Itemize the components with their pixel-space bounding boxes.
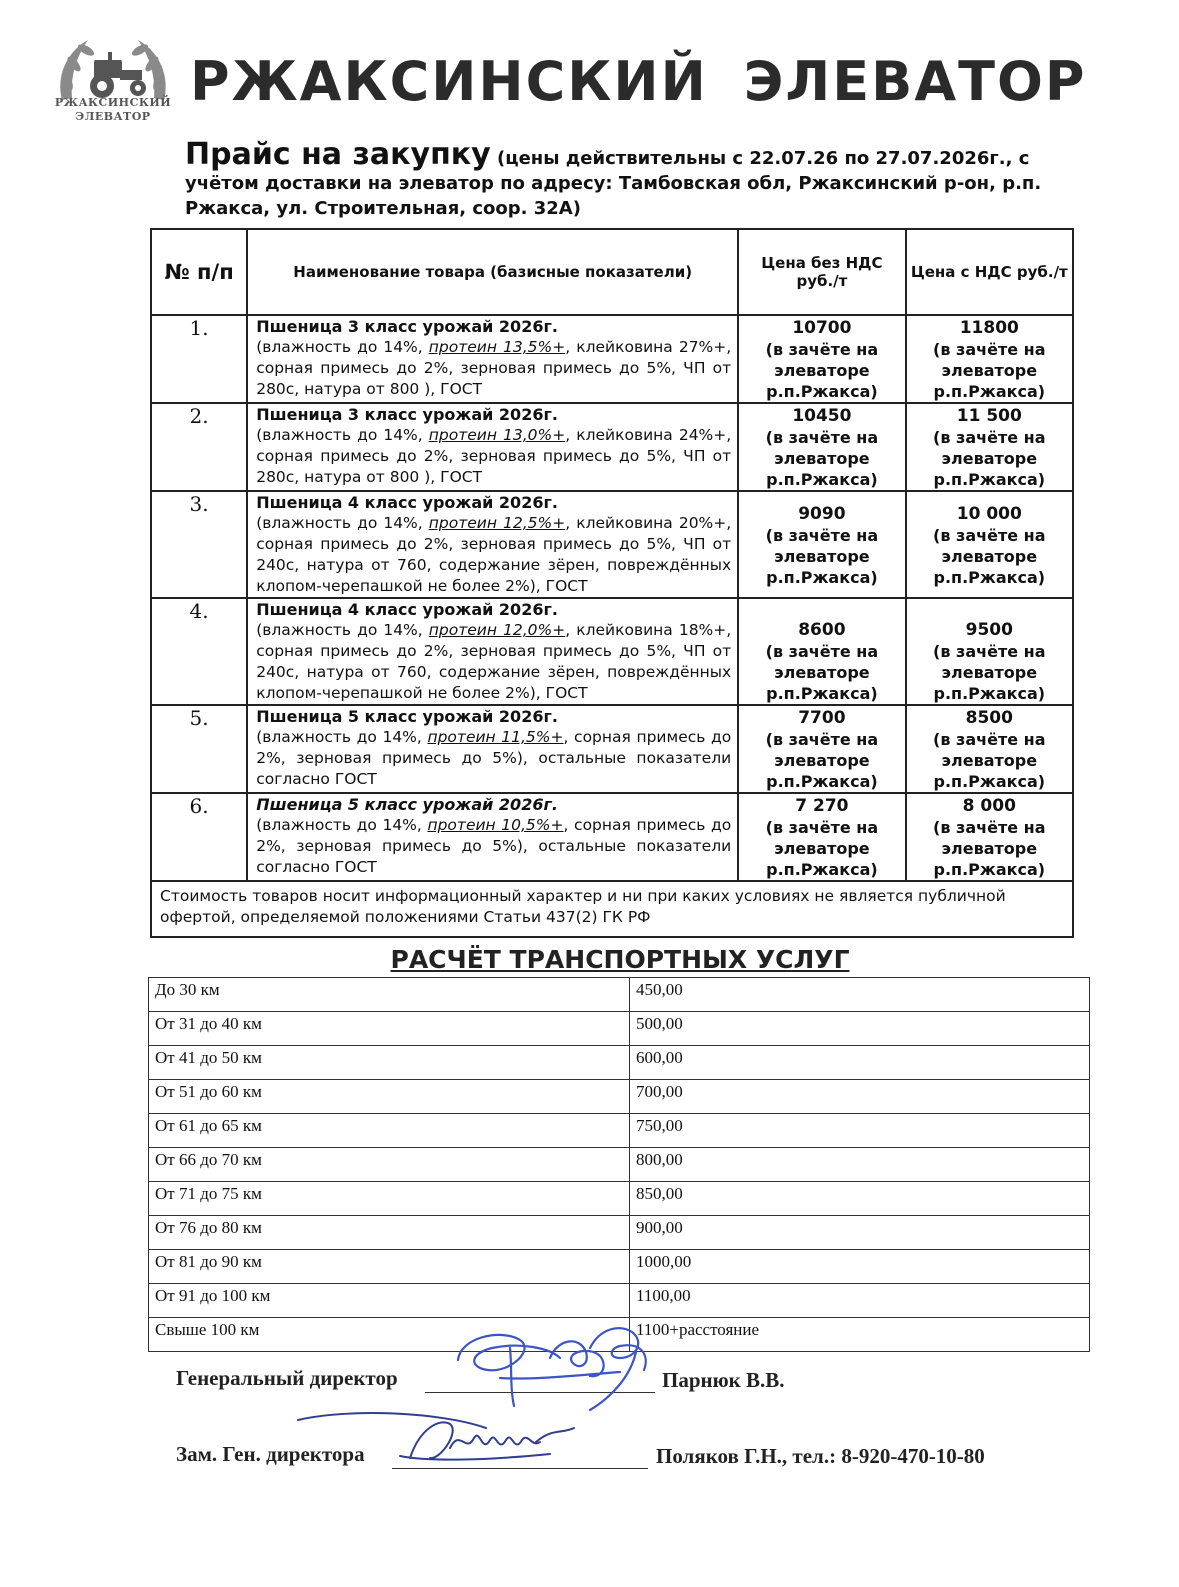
row-price-vat xyxy=(906,403,1073,491)
price-vat-value: 11800 xyxy=(959,318,1019,338)
row-price-vat xyxy=(906,793,1073,881)
table-row xyxy=(151,403,1073,491)
row-spec-post: , сорная примесь до 2%, зерновая примесь до 5%), остальные показатели согласно ГОСТ xyxy=(256,816,732,876)
price-terms: (в зачёте на элеваторе р.п.Ржакса) xyxy=(933,642,1046,703)
distance-range: От 41 до 50 км xyxy=(149,1046,630,1080)
row-price-vat xyxy=(906,315,1073,403)
price-table xyxy=(150,228,1074,938)
table-row xyxy=(149,1012,1090,1046)
price-validity: (цены действительны с 22.07.26 по 27.07.2026г., с учётом доставки на элеватор по адресу: Тамбовская обл, Ржаксинский р-он, р.п. Ржакса, ул. Строительная, соор. 32А) xyxy=(185,148,1042,219)
transport-price: 1000,00 xyxy=(630,1250,1090,1284)
transport-price: 700,00 xyxy=(630,1080,1090,1114)
price-no-vat-value: 10700 xyxy=(792,318,852,338)
row-description xyxy=(247,403,738,491)
transport-price: 1100,00 xyxy=(630,1284,1090,1318)
row-title: Пшеница 3 класс урожай 2026г. xyxy=(256,317,558,336)
note-row xyxy=(151,881,1073,937)
row-spec-pre: (влажность до 14%, xyxy=(256,514,429,532)
price-vat-value: 11 500 xyxy=(956,406,1022,426)
transport-price: 1100+расстояние xyxy=(630,1318,1090,1352)
distance-range: От 76 до 80 км xyxy=(149,1216,630,1250)
row-price-no-vat xyxy=(738,491,905,598)
distance-range: От 61 до 65 км xyxy=(149,1114,630,1148)
row-title: Пшеница 4 класс урожай 2026г. xyxy=(256,600,558,619)
header-name: Наименование товара (базисные показатели) xyxy=(247,229,738,315)
logo-caption-line1: РЖАКСИНСКИЙ xyxy=(54,96,172,109)
brand-word-2: ЭЛЕВАТОР xyxy=(743,50,1087,113)
row-protein: протеин 10,5%+ xyxy=(427,816,564,834)
transport-price: 800,00 xyxy=(630,1148,1090,1182)
price-vat-value: 8500 xyxy=(965,708,1013,728)
row-title: Пшеница 5 класс урожай 2026г. xyxy=(256,707,558,726)
transport-title: РАСЧЁТ ТРАНСПОРТНЫХ УСЛУГ xyxy=(390,945,850,974)
row-spec-post: , сорная примесь до 2%, зерновая примесь до 5%), остальные показатели согласно ГОСТ xyxy=(256,728,732,788)
row-title: Пшеница 4 класс урожай 2026г. xyxy=(256,493,558,512)
table-row xyxy=(149,1080,1090,1114)
row-description xyxy=(247,491,738,598)
deputy-name: Поляков Г.Н., тел.: 8-920-470-10-80 xyxy=(656,1444,985,1468)
table-row xyxy=(149,978,1090,1012)
price-intro xyxy=(185,137,1065,221)
distance-range: От 51 до 60 км xyxy=(149,1080,630,1114)
row-num: 6. xyxy=(151,793,247,881)
deputy-title: Зам. Ген. директора xyxy=(176,1442,365,1466)
price-terms: (в зачёте на элеваторе р.п.Ржакса) xyxy=(765,818,879,879)
row-num: 1. xyxy=(151,315,247,403)
table-row xyxy=(149,1182,1090,1216)
transport-price: 900,00 xyxy=(630,1216,1090,1250)
table-row xyxy=(149,1250,1090,1284)
row-spec-post: , клейковина 24%+, сорная примесь до 2%, зерновая примесь до 5%, ЧП от 280с, натура от 800 ), ГОСТ xyxy=(256,426,732,486)
transport-price: 500,00 xyxy=(630,1012,1090,1046)
brand-word-1: РЖАКСИНСКИЙ xyxy=(190,50,708,113)
row-price-vat xyxy=(906,491,1073,598)
price-title: Прайс на закупку xyxy=(185,137,491,172)
deputy-signature-icon xyxy=(290,1398,590,1478)
row-price-vat xyxy=(906,598,1073,705)
price-vat-value: 8 000 xyxy=(962,796,1016,816)
row-protein: протеин 13,0%+ xyxy=(428,426,566,444)
table-row xyxy=(151,491,1073,598)
row-protein: протеин 11,5%+ xyxy=(427,728,564,746)
price-terms: (в зачёте на элеваторе р.п.Ржакса) xyxy=(933,428,1046,489)
transport-table xyxy=(148,977,1090,1352)
row-spec-pre: (влажность до 14%, xyxy=(256,338,429,356)
director-title: Генеральный директор xyxy=(176,1366,398,1390)
row-protein: протеин 12,0%+ xyxy=(428,621,566,639)
row-description xyxy=(247,315,738,403)
distance-range: От 66 до 70 км xyxy=(149,1148,630,1182)
table-row xyxy=(149,1216,1090,1250)
row-num: 3. xyxy=(151,491,247,598)
distance-range: От 91 до 100 км xyxy=(149,1284,630,1318)
disclaimer-note: Стоимость товаров носит информационный характер и ни при каких условиях не является публичной офертой, определяемой положениями Статьи 437(2) ГК РФ xyxy=(151,881,1073,937)
distance-range: От 71 до 75 км xyxy=(149,1182,630,1216)
row-title: Пшеница 5 класс урожай 2026г. xyxy=(256,795,558,814)
price-terms: (в зачёте на элеваторе р.п.Ржакса) xyxy=(765,730,879,791)
price-no-vat-value: 8600 xyxy=(798,620,846,640)
distance-range: От 31 до 40 км xyxy=(149,1012,630,1046)
table-row xyxy=(149,1148,1090,1182)
row-description xyxy=(247,705,738,793)
row-price-no-vat xyxy=(738,705,905,793)
distance-range: От 81 до 90 км xyxy=(149,1250,630,1284)
price-terms: (в зачёте на элеваторе р.п.Ржакса) xyxy=(933,525,1046,587)
table-row xyxy=(149,1114,1090,1148)
row-spec-post: , клейковина 27%+, сорная примесь до 2%, зерновая примесь до 5%, ЧП от 280с, натура от 800 ), ГОСТ xyxy=(256,338,732,398)
row-description xyxy=(247,793,738,881)
table-row xyxy=(149,1284,1090,1318)
row-spec-pre: (влажность до 14%, xyxy=(256,426,429,444)
price-terms: (в зачёте на элеваторе р.п.Ржакса) xyxy=(933,818,1046,879)
price-terms: (в зачёте на элеваторе р.п.Ржакса) xyxy=(933,730,1046,791)
row-spec-pre: (влажность до 14%, xyxy=(256,621,429,639)
header-price-no-vat: Цена без НДС руб./т xyxy=(738,229,905,315)
row-price-no-vat xyxy=(738,315,905,403)
table-row xyxy=(151,315,1073,403)
row-price-no-vat xyxy=(738,793,905,881)
price-no-vat-value: 10450 xyxy=(792,406,852,426)
row-spec-post: , клейковина 18%+, сорная примесь до 2%, зерновая примесь до 5%, ЧП от 240с, натура от 760, содержание зёрен, повреждённых клопом-черепашкой не более 2%), ГОСТ xyxy=(256,621,732,702)
row-spec-pre: (влажность до 14%, xyxy=(256,816,428,834)
logo-caption-line2: ЭЛЕВАТОР xyxy=(75,110,151,123)
row-price-no-vat xyxy=(738,598,905,705)
header-num: № п/п xyxy=(151,229,247,315)
table-row xyxy=(151,705,1073,793)
price-terms: (в зачёте на элеваторе р.п.Ржакса) xyxy=(933,340,1046,401)
row-spec-pre: (влажность до 14%, xyxy=(256,728,428,746)
row-title: Пшеница 3 класс урожай 2026г. xyxy=(256,405,558,424)
transport-price: 850,00 xyxy=(630,1182,1090,1216)
price-no-vat-value: 7700 xyxy=(798,708,846,728)
director-name: Парнюк В.В. xyxy=(662,1368,785,1392)
row-num: 5. xyxy=(151,705,247,793)
table-row xyxy=(149,1046,1090,1080)
logo-caption xyxy=(46,96,180,124)
transport-price: 450,00 xyxy=(630,978,1090,1012)
row-spec-post: , клейковина 20%+, сорная примесь до 2%, зерновая примесь до 5%, ЧП от 240с, натура от 760, содержание зёрен, повреждённых клопом-черепашкой не более 2%), ГОСТ xyxy=(256,514,732,595)
distance-range: Свыше 100 км xyxy=(149,1318,630,1352)
row-num: 2. xyxy=(151,403,247,491)
price-terms: (в зачёте на элеваторе р.п.Ржакса) xyxy=(765,428,879,489)
row-protein: протеин 12,5%+ xyxy=(428,514,566,532)
transport-price: 750,00 xyxy=(630,1114,1090,1148)
price-no-vat-value: 9090 xyxy=(798,503,846,524)
row-description xyxy=(247,598,738,705)
row-protein: протеин 13,5%+ xyxy=(428,338,566,356)
price-terms: (в зачёте на элеваторе р.п.Ржакса) xyxy=(765,642,879,703)
row-num: 4. xyxy=(151,598,247,705)
header-price-vat: Цена с НДС руб./т xyxy=(906,229,1073,315)
price-vat-value: 9500 xyxy=(965,620,1013,640)
transport-price: 600,00 xyxy=(630,1046,1090,1080)
row-price-vat xyxy=(906,705,1073,793)
brand-title xyxy=(190,50,1086,113)
price-terms: (в зачёте на элеваторе р.п.Ржакса) xyxy=(765,340,879,401)
distance-range: До 30 км xyxy=(149,978,630,1012)
price-vat-value: 10 000 xyxy=(956,503,1022,524)
price-terms: (в зачёте на элеваторе р.п.Ржакса) xyxy=(765,525,879,587)
table-row xyxy=(151,793,1073,881)
price-no-vat-value: 7 270 xyxy=(795,796,849,816)
price-table-header-row xyxy=(151,229,1073,315)
table-row xyxy=(151,598,1073,705)
row-price-no-vat xyxy=(738,403,905,491)
